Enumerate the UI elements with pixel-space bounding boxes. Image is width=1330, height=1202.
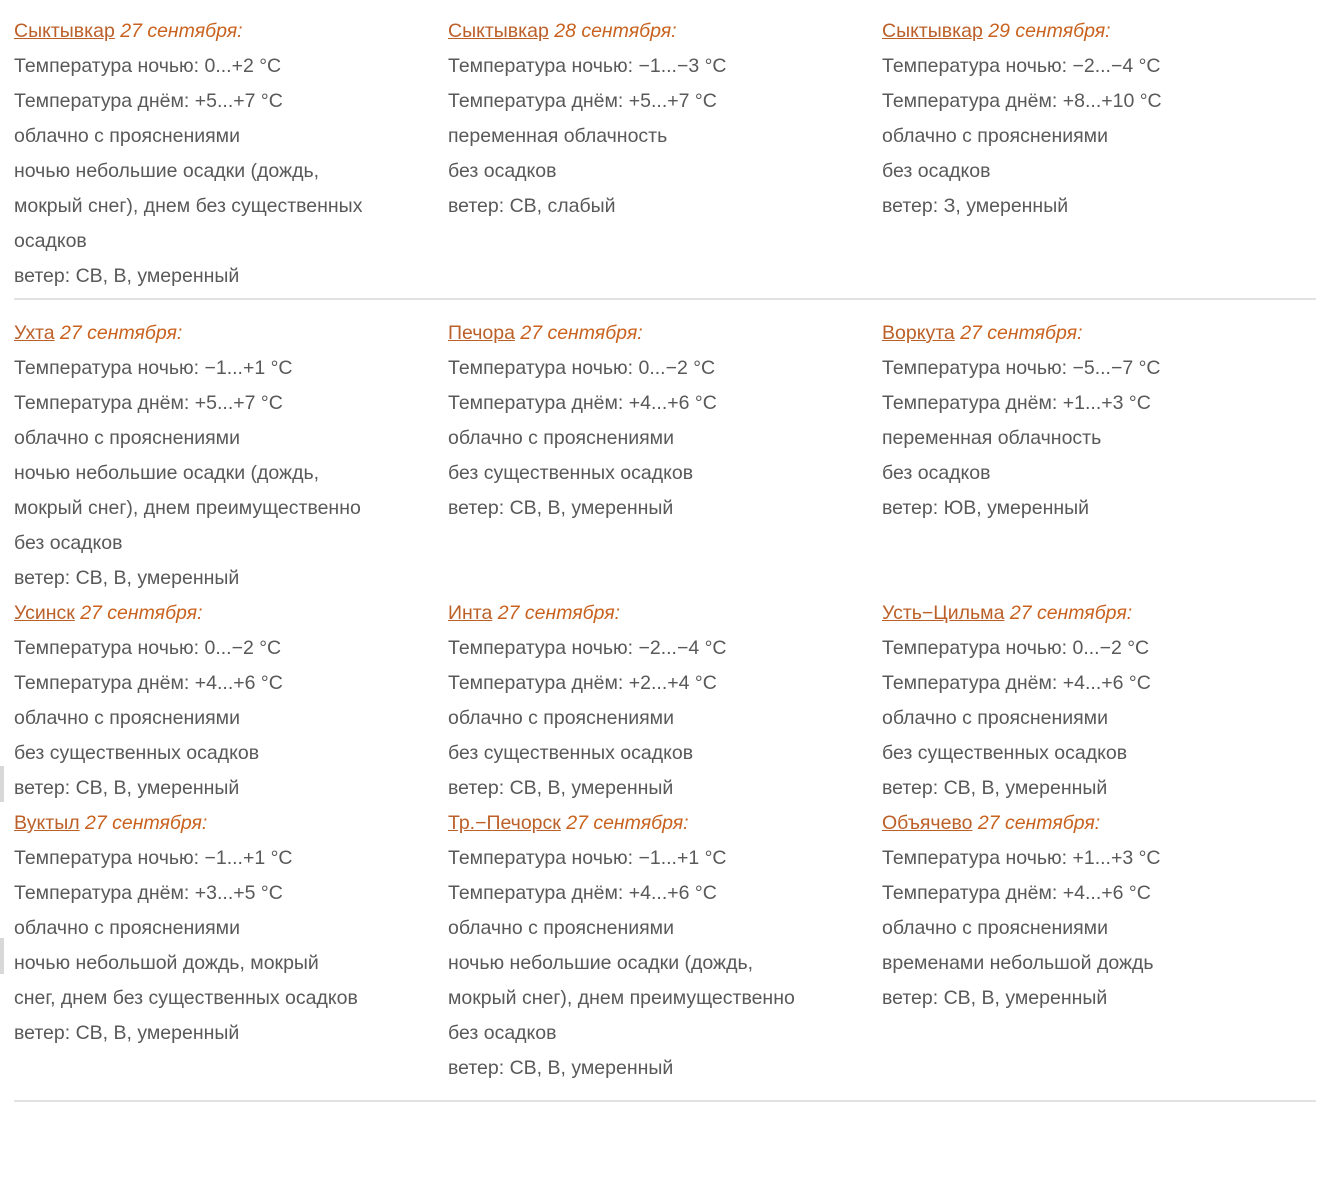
city-link[interactable]: Сыктывкар	[882, 20, 983, 42]
forecast-line: облачно с прояснениями	[14, 917, 240, 939]
city-link[interactable]: Вуктыл	[14, 812, 80, 834]
forecast-line: Температура ночью: −1...+1 °C	[448, 847, 727, 869]
forecast-card	[448, 596, 882, 806]
forecast-block	[14, 596, 432, 806]
forecast-line: Температура ночью: −2...−4 °C	[448, 637, 727, 659]
forecast-heading	[448, 806, 866, 841]
forecast-line: без осадков	[14, 532, 123, 554]
forecast-line: без осадков	[448, 1022, 557, 1044]
forecast-line: Температура ночью: 0...−2 °C	[448, 357, 716, 379]
forecast-line: облачно с прояснениями	[882, 707, 1108, 729]
forecast-card	[448, 806, 882, 1086]
forecast-line: ночью небольшие осадки (дождь,	[14, 160, 320, 182]
forecast-line: без существенных осадков	[882, 742, 1128, 764]
forecast-date: 27 сентября:	[120, 20, 243, 42]
forecast-line: Температура ночью: −1...+1 °C	[14, 357, 293, 379]
forecast-date: 29 сентября:	[988, 20, 1111, 42]
forecast-line: ветер: СВ, В, умеренный	[14, 1022, 240, 1044]
forecast-card	[448, 0, 882, 294]
forecast-block	[14, 316, 432, 596]
forecast-block	[448, 0, 866, 224]
forecast-line: облачно с прояснениями	[882, 125, 1108, 147]
forecast-line: ветер: СВ, В, умеренный	[448, 497, 674, 519]
forecast-line: осадков	[14, 230, 87, 252]
forecast-section-regions	[0, 300, 1330, 1100]
city-link[interactable]: Усть−Цильма	[882, 602, 1005, 624]
forecast-line: облачно с прояснениями	[14, 707, 240, 729]
forecast-line: переменная облачность	[448, 125, 668, 147]
forecast-card	[882, 0, 1316, 294]
forecast-heading	[14, 806, 432, 841]
forecast-line: ветер: СВ, В, умеренный	[14, 777, 240, 799]
city-link[interactable]: Объячево	[882, 812, 973, 834]
city-link[interactable]: Ухта	[14, 322, 55, 344]
forecast-line: Температура ночью: 0...+2 °C	[14, 55, 282, 77]
forecast-line: Температура днём: +1...+3 °C	[882, 392, 1151, 414]
forecast-line: ветер: ЮВ, умеренный	[882, 497, 1090, 519]
forecast-card	[882, 596, 1316, 806]
forecast-line: Температура ночью: +1...+3 °C	[882, 847, 1161, 869]
forecast-heading	[14, 14, 432, 49]
scroll-edge-artifact-lower	[0, 938, 4, 974]
forecast-grid-regions	[14, 316, 1316, 1086]
forecast-date: 27 сентября:	[60, 322, 183, 344]
forecast-line: Температура днём: +5...+7 °C	[14, 90, 283, 112]
forecast-line: Температура днём: +4...+6 °C	[882, 882, 1151, 904]
forecast-line: облачно с прояснениями	[14, 125, 240, 147]
forecast-line: облачно с прояснениями	[448, 917, 674, 939]
forecast-line: мокрый снег), днем преимущественно	[14, 497, 361, 519]
forecast-heading	[448, 14, 866, 49]
forecast-date: 27 сентября:	[520, 322, 643, 344]
forecast-line: облачно с прояснениями	[448, 707, 674, 729]
forecast-line: Температура днём: +4...+6 °C	[882, 672, 1151, 694]
forecast-line: Температура ночью: −1...−3 °C	[448, 55, 727, 77]
forecast-line: снег, днем без существенных осадков	[14, 987, 358, 1009]
forecast-line: ветер: СВ, В, умеренный	[14, 567, 240, 589]
forecast-line: без осадков	[448, 160, 557, 182]
forecast-line: ветер: СВ, В, умеренный	[448, 1057, 674, 1079]
forecast-date: 27 сентября:	[80, 602, 203, 624]
forecast-line: ночью небольшие осадки (дождь,	[448, 952, 754, 974]
forecast-date: 27 сентября:	[1009, 602, 1133, 624]
forecast-date: 27 сентября:	[497, 602, 621, 624]
forecast-card	[882, 316, 1316, 596]
forecast-line: без осадков	[882, 160, 991, 182]
forecast-line: без существенных осадков	[14, 742, 260, 764]
forecast-date: 27 сентября:	[85, 812, 208, 834]
forecast-grid-syktyvkar	[14, 0, 1316, 294]
forecast-line: ветер: СВ, В, умеренный	[882, 987, 1108, 1009]
city-link[interactable]: Тр.−Печорск	[448, 812, 561, 834]
forecast-line: Температура ночью: −5...−7 °C	[882, 357, 1161, 379]
forecast-heading	[14, 316, 432, 351]
forecast-block	[882, 316, 1300, 526]
forecast-line: Температура ночью: −1...+1 °C	[14, 847, 293, 869]
forecast-line: облачно с прояснениями	[882, 917, 1108, 939]
forecast-block	[14, 0, 432, 294]
forecast-card	[882, 806, 1316, 1086]
forecast-line: мокрый снег), днем без существенных	[14, 195, 363, 217]
forecast-card	[14, 806, 448, 1086]
forecast-line: ветер: СВ, В, умеренный	[448, 777, 674, 799]
forecast-line: Температура днём: +4...+6 °C	[448, 392, 717, 414]
forecast-heading	[14, 596, 432, 631]
forecast-line: переменная облачность	[882, 427, 1102, 449]
section-divider-bottom	[14, 1100, 1316, 1102]
forecast-heading	[448, 316, 866, 351]
forecast-date: 27 сентября:	[566, 812, 689, 834]
city-link[interactable]: Сыктывкар	[14, 20, 115, 42]
forecast-card	[14, 316, 448, 596]
forecast-line: ветер: СВ, слабый	[448, 195, 616, 217]
scroll-edge-artifact-upper	[0, 766, 4, 802]
city-link[interactable]: Печора	[448, 322, 515, 344]
forecast-block	[882, 806, 1300, 1016]
city-link[interactable]: Сыктывкар	[448, 20, 549, 42]
forecast-block	[14, 806, 432, 1051]
forecast-heading	[448, 596, 866, 631]
forecast-line: ночью небольшой дождь, мокрый	[14, 952, 319, 974]
forecast-line: ветер: СВ, В, умеренный	[882, 777, 1108, 799]
forecast-line: Температура днём: +3...+5 °C	[14, 882, 283, 904]
forecast-card	[14, 596, 448, 806]
forecast-line: ветер: З, умеренный	[882, 195, 1069, 217]
forecast-line: Температура днём: +4...+6 °C	[448, 882, 717, 904]
forecast-line: Температура ночью: 0...−2 °C	[882, 637, 1150, 659]
forecast-block	[448, 806, 866, 1086]
forecast-date: 27 сентября:	[977, 812, 1101, 834]
forecast-line: Температура ночью: −2...−4 °C	[882, 55, 1161, 77]
forecast-date: 27 сентября:	[960, 322, 1083, 344]
forecast-block	[448, 596, 866, 806]
forecast-line: облачно с прояснениями	[448, 427, 674, 449]
forecast-block	[882, 0, 1300, 224]
city-link[interactable]: Воркута	[882, 322, 955, 344]
forecast-card	[448, 316, 882, 596]
forecast-heading	[882, 316, 1300, 351]
forecast-section-syktyvkar	[0, 0, 1330, 298]
forecast-line: временами небольшой дождь	[882, 952, 1154, 974]
forecast-block	[882, 596, 1300, 806]
city-link[interactable]: Усинск	[14, 602, 75, 624]
forecast-heading	[882, 14, 1300, 49]
forecast-line: Температура ночью: 0...−2 °C	[14, 637, 282, 659]
forecast-heading	[882, 806, 1300, 841]
forecast-line: Температура днём: +4...+6 °C	[14, 672, 283, 694]
city-link[interactable]: Инта	[448, 602, 493, 624]
forecast-card	[14, 0, 448, 294]
forecast-heading	[882, 596, 1300, 631]
forecast-date: 28 сентября:	[554, 20, 677, 42]
forecast-line: ночью небольшие осадки (дождь,	[14, 462, 320, 484]
forecast-block	[448, 316, 866, 526]
forecast-line: Температура днём: +2...+4 °C	[448, 672, 717, 694]
forecast-line: без существенных осадков	[448, 742, 694, 764]
forecast-line: Температура днём: +5...+7 °C	[448, 90, 717, 112]
forecast-line: облачно с прояснениями	[14, 427, 240, 449]
forecast-line: без существенных осадков	[448, 462, 694, 484]
forecast-line: мокрый снег), днем преимущественно	[448, 987, 795, 1009]
forecast-line: Температура днём: +5...+7 °C	[14, 392, 283, 414]
forecast-line: ветер: СВ, В, умеренный	[14, 265, 240, 287]
forecast-line: без осадков	[882, 462, 991, 484]
forecast-line: Температура днём: +8...+10 °C	[882, 90, 1162, 112]
